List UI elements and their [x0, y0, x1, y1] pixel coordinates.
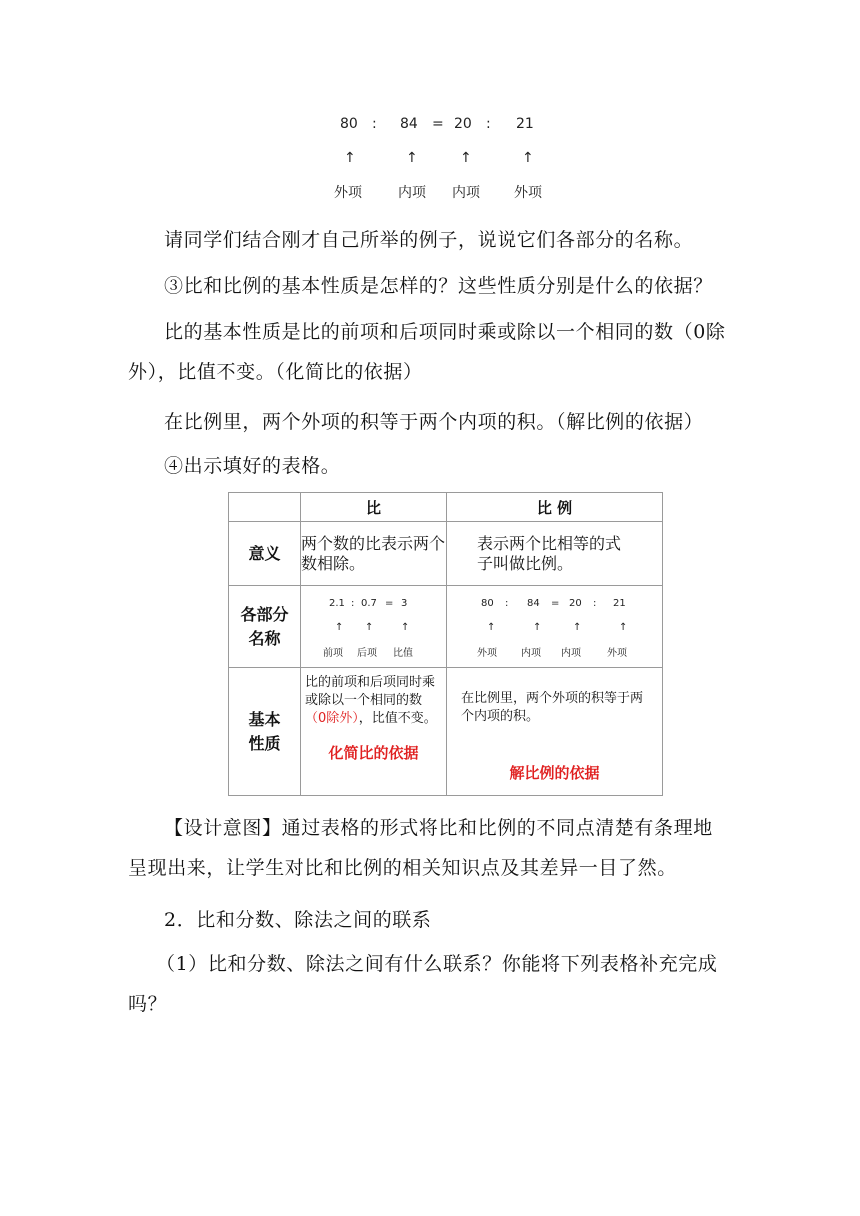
ratio-proportion-table [228, 492, 663, 796]
arrow-up-icon: ↑ [573, 621, 582, 633]
ratio-parts-cell [301, 586, 447, 668]
arrow-up-icon: ↑ [619, 621, 628, 633]
outer-term-label: 外项 [514, 185, 542, 201]
row-head-meaning: 意义 [229, 522, 301, 586]
arrow-up-icon: ↑ [406, 150, 418, 166]
row-head-parts-line1: 各部分 [240, 604, 289, 624]
arrow-up-icon: ↑ [522, 150, 534, 166]
table-header-row [229, 493, 663, 522]
table-row-property [229, 668, 663, 796]
term-80: 80 [340, 116, 358, 132]
proportion-meaning: 表示两个比相等的式子叫做比例。 [447, 522, 663, 586]
front-term-label: 前项 [323, 647, 343, 659]
term-20: 20 [454, 116, 472, 132]
proportion-property-text: 在比例里，两个外项的积等于两个内项的积。 [461, 691, 644, 724]
table-row-parts [229, 586, 663, 668]
inner-term-label: 内项 [521, 647, 541, 659]
outer-term-label: 外项 [607, 647, 627, 659]
row-head-property [229, 668, 301, 796]
ratio-example-figure [320, 110, 560, 210]
paragraph-5: ④出示填好的表格。 [164, 455, 341, 477]
ratio-property-basis: 化简比的依据 [328, 744, 419, 762]
paragraph-4: 在比例里，两个外项的积等于两个内项的积。（解比例的依据） [164, 411, 704, 433]
row-head-parts [229, 586, 301, 668]
table-row-meaning [229, 522, 663, 586]
arrow-up-icon: ↑ [487, 621, 496, 633]
inner-term-label: 内项 [398, 185, 426, 201]
ratio-property-part-a: 比的前项和后项同时乘或除以一个相同的数 [305, 675, 436, 708]
arrow-up-icon: ↑ [365, 621, 374, 633]
ratio-value: 3 [401, 597, 408, 609]
term-0-7: 0.7 [361, 597, 377, 609]
colon: : [351, 597, 355, 609]
row-head-parts-line2: 名称 [248, 628, 281, 648]
term-80: 80 [481, 597, 494, 609]
proportion-property-basis: 解比例的依据 [509, 764, 600, 782]
table-header-ratio: 比 [301, 493, 447, 522]
equals: = [551, 597, 560, 609]
ratio-property-text [301, 668, 446, 728]
inner-term-label: 内项 [561, 647, 581, 659]
paragraph-3: 比的基本性质是比的前项和后项同时乘或除以一个相同的数（0除外），比值不变。（化简比的依据） [128, 321, 726, 383]
proportion-property-cell [447, 668, 663, 796]
colon: : [593, 597, 597, 609]
arrow-up-icon: ↑ [344, 150, 356, 166]
back-term-label: 后项 [357, 647, 377, 659]
term-20: 20 [569, 597, 582, 609]
term-84: 84 [400, 116, 418, 132]
row-head-property-line2: 性质 [248, 733, 281, 753]
ratio-property-exception: （0除外） [305, 711, 359, 726]
arrow-up-icon: ↑ [335, 621, 344, 633]
paragraph-design-intent: 【设计意图】通过表格的形式将比和比例的不同点清楚有条理地呈现出来，让学生对比和比例的相关知识点及其差异一目了然。 [128, 817, 713, 879]
proportion-parts-cell [447, 586, 663, 668]
ratio-value-label: 比值 [393, 647, 413, 659]
row-head-property-line1: 基本 [248, 709, 281, 729]
colon: : [505, 597, 509, 609]
colon: : [486, 116, 491, 132]
proportion-parts-figure [447, 592, 662, 662]
term-84: 84 [527, 597, 540, 609]
arrow-up-icon: ↑ [460, 150, 472, 166]
inner-term-label: 内项 [452, 185, 480, 201]
term-21: 21 [516, 116, 534, 132]
ratio-property-part-b: ，比值不变。 [358, 711, 437, 726]
paragraph-2: ③比和比例的基本性质是怎样的？这些性质分别是什么的依据？ [164, 275, 713, 297]
colon: : [372, 116, 377, 132]
section-heading-2: 2．比和分数、除法之间的联系 [164, 909, 432, 931]
outer-term-label: 外项 [477, 647, 497, 659]
ratio-meaning: 两个数的比表示两个数相除。 [301, 522, 447, 586]
ratio-parts-figure [301, 592, 446, 662]
arrow-up-icon: ↑ [533, 621, 542, 633]
ratio-property-cell [301, 668, 447, 796]
term-2-1: 2.1 [329, 597, 345, 609]
outer-term-label: 外项 [334, 185, 362, 201]
table-header-proportion: 比 例 [447, 493, 663, 522]
table-header-empty [229, 493, 301, 522]
paragraph-1: 请同学们结合刚才自己所举的例子，说说它们各部分的名称。 [164, 229, 694, 251]
equals: = [385, 597, 394, 609]
arrow-up-icon: ↑ [401, 621, 410, 633]
equals: = [432, 116, 444, 132]
term-21: 21 [613, 597, 626, 609]
paragraph-question-1: （1）比和分数、除法之间有什么联系？你能将下列表格补充完成吗？ [128, 953, 718, 1015]
